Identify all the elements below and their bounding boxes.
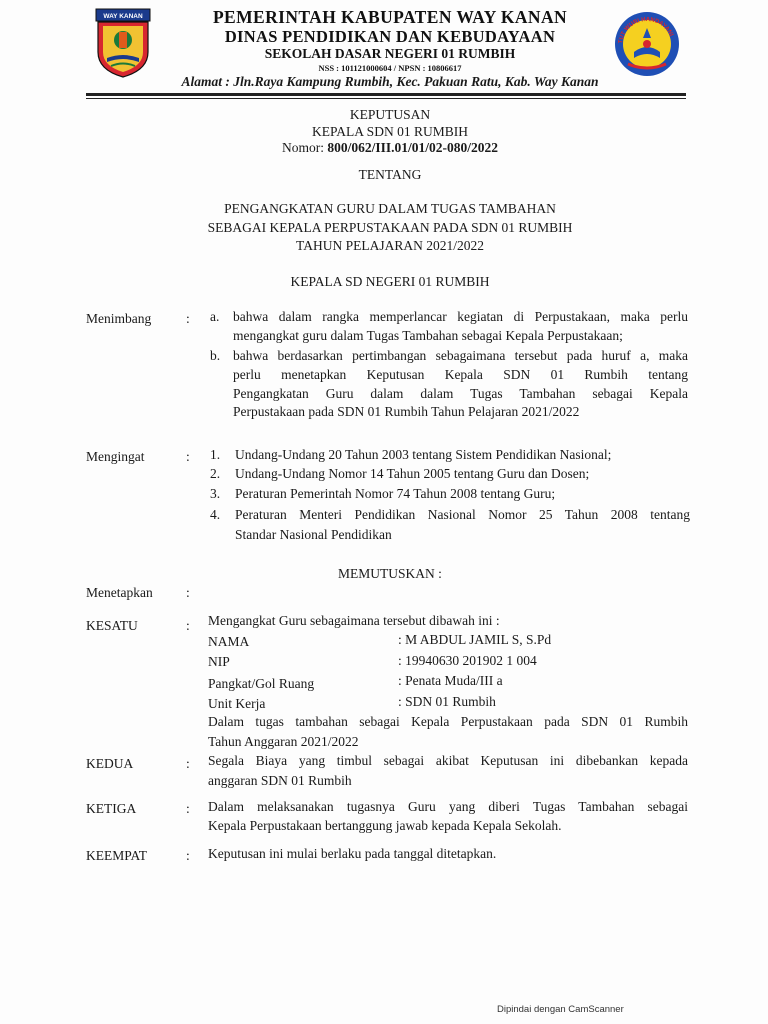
kedua-label: KEDUA: [86, 756, 134, 771]
mengingat-item-1-number: 1.: [210, 447, 221, 462]
field-pangkat-label: Pangkat/Gol Ruang: [208, 676, 315, 691]
decree-number-label: Nomor:: [281, 140, 328, 155]
kesatu-line-1: Dalam tugas tambahan sebagai Kepala Perpustakaan pada SDN 01 Rumbih: [208, 714, 688, 729]
kedua-colon: :: [186, 756, 190, 771]
mengingat-item-4-number: 4.: [210, 507, 221, 522]
menimbang-colon: :: [186, 311, 190, 326]
ketiga-colon: :: [186, 801, 190, 816]
ketiga-line-2: Kepala Perpustakaan bertanggung jawab kepada Kepala Sekolah.: [208, 818, 562, 833]
mengingat-item-4-text: Peraturan Menteri Pendidikan Nasional Nomor 25 Tahun 2008 tentang: [235, 507, 690, 522]
menimbang-b-line-1: bahwa berdasarkan pertimbangan sebagaimana tersebut pada huruf a, maka: [233, 348, 688, 363]
kedua-line-1: Segala Biaya yang timbul sebagai akibat Keputusan ini dibebankan kepada: [208, 753, 688, 768]
menimbang-a-line-2: mengangkat guru dalam Tugas Tambahan sebagai Kepala Perpustakaan;: [233, 328, 623, 343]
kesatu-colon: :: [186, 618, 190, 633]
mengingat-item-2-number: 2.: [210, 466, 221, 481]
logo-left-label: WAY KANAN: [103, 13, 143, 20]
mengingat-item-3-text: Peraturan Pemerintah Nomor 74 Tahun 2008 tentang Guru;: [235, 486, 556, 501]
menimbang-b-line-4: Perpustakaan pada SDN 01 Rumbih Tahun Pelajaran 2021/2022: [233, 404, 580, 419]
letterhead-nss-npsn: NSS : 101121000604 / NPSN : 10806617: [318, 63, 462, 73]
letterhead-divider-thick: [86, 93, 686, 96]
menimbang-a-line-1: bahwa dalam rangka memperlancar kegiatan di Perpustakaan, maka perlu: [233, 309, 688, 324]
decree-number-value: 800/062/III.01/01/02-080/2022: [327, 140, 498, 155]
field-nip-label: NIP: [208, 654, 230, 669]
keempat-colon: :: [186, 848, 190, 863]
issuer-heading: KEPALA SD NEGERI 01 RUMBIH: [290, 274, 490, 289]
ketiga-label: KETIGA: [86, 801, 137, 816]
letterhead-divider-thin: [86, 98, 686, 99]
camscanner-watermark: Dipindai dengan CamScanner: [497, 1004, 624, 1015]
way-kanan-crest-logo: [95, 8, 151, 78]
menimbang-label: Menimbang: [86, 311, 152, 326]
field-nama-label: NAMA: [208, 634, 250, 649]
keempat-label: KEEMPAT: [86, 848, 148, 863]
kesatu-label: KESATU: [86, 618, 138, 633]
logo-right-label: TUT WURI HANDAYANI: [618, 16, 674, 45]
tentang-heading: TENTANG: [358, 167, 422, 182]
menetapkan-label: Menetapkan: [86, 585, 153, 600]
ketiga-line-1: Dalam melaksanakan tugasnya Guru yang diberi Tugas Tambahan sebagai: [208, 799, 688, 814]
field-nama-value: : M ABDUL JAMIL S, S.Pd: [398, 632, 552, 647]
mengingat-item-3-number: 3.: [210, 486, 221, 501]
menimbang-b-marker: b.: [210, 348, 221, 363]
menetapkan-colon: :: [186, 585, 190, 600]
decree-number: [100, 140, 680, 156]
tut-wuri-handayani-logo: [612, 8, 682, 78]
decree-issuer-heading: KEPALA SDN 01 RUMBIH: [312, 124, 468, 139]
school-address: Alamat : Jln.Raya Kampung Rumbih, Kec. Pakuan Ratu, Kab. Way Kanan: [181, 74, 599, 89]
field-nip-value: : 19940630 201902 1 004: [398, 653, 537, 668]
menimbang-b-line-3: Pengangkatan Guru dalam dalam Tugas Tambahan sebagai Kepala: [233, 386, 688, 401]
keempat-line-1: Keputusan ini mulai berlaku pada tanggal ditetapkan.: [208, 846, 497, 861]
kedua-line-2: anggaran SDN 01 Rumbih: [208, 773, 352, 788]
subject-line-3: TAHUN PELAJARAN 2021/2022: [296, 238, 484, 253]
letterhead-line-3: SEKOLAH DASAR NEGERI 01 RUMBIH: [264, 46, 516, 61]
memutuskan-heading: MEMUTUSKAN :: [338, 566, 442, 581]
mengingat-item-4-line-2: Standar Nasional Pendidikan: [235, 527, 392, 542]
menimbang-b-line-2: perlu menetapkan Keputusan Kepala SDN 01 Rumbih tentang: [233, 367, 688, 382]
kesatu-intro: Mengangkat Guru sebagaimana tersebut dibawah ini :: [208, 613, 500, 628]
mengingat-item-1-text: Undang-Undang 20 Tahun 2003 tentang Sistem Pendidikan Nasional;: [235, 447, 612, 462]
subject-line-1: PENGANGKATAN GURU DALAM TUGAS TAMBAHAN: [224, 201, 556, 216]
mengingat-colon: :: [186, 449, 190, 464]
decree-heading: KEPUTUSAN: [349, 107, 431, 122]
field-pangkat-value: : Penata Muda/III a: [398, 673, 503, 688]
field-unit-kerja-label: Unit Kerja: [208, 696, 266, 711]
field-unit-kerja-value: : SDN 01 Rumbih: [398, 694, 496, 709]
mengingat-label: Mengingat: [86, 449, 145, 464]
letterhead-line-2: DINAS PENDIDIKAN DAN KEBUDAYAAN: [224, 27, 556, 46]
menimbang-a-marker: a.: [210, 309, 220, 324]
letterhead-line-1: PEMERINTAH KABUPATEN WAY KANAN: [212, 7, 568, 27]
subject-line-2: SEBAGAI KEPALA PERPUSTAKAAN PADA SDN 01 RUMBIH: [207, 220, 573, 235]
kesatu-line-2: Tahun Anggaran 2021/2022: [208, 734, 359, 749]
mengingat-item-2-text: Undang-Undang Nomor 14 Tahun 2005 tentang Guru dan Dosen;: [235, 466, 590, 481]
